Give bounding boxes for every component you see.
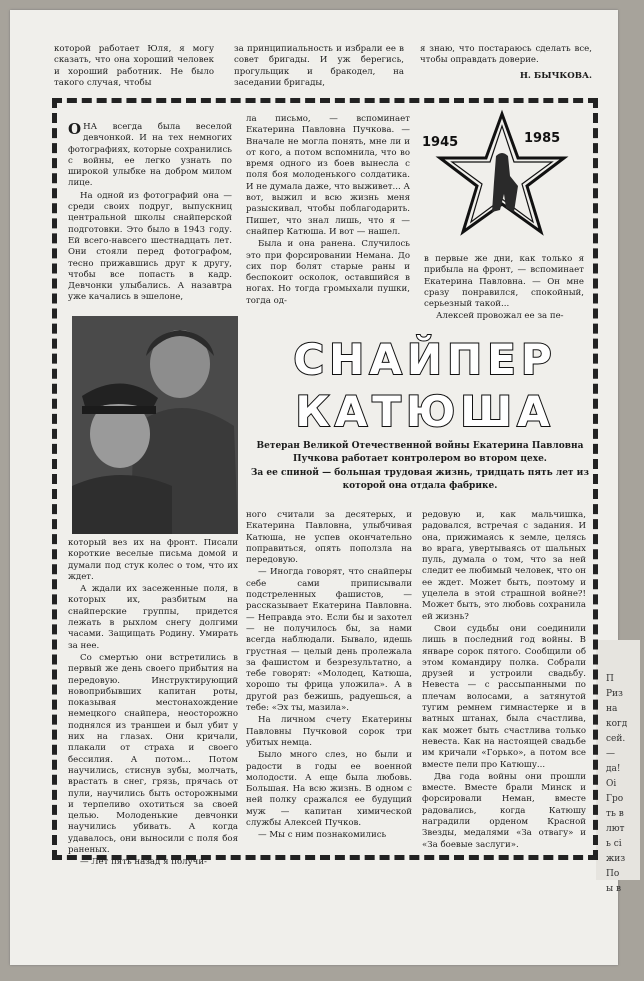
article-col2-bottom-p2: — Иногда говорят, что снайперы себе сами приписывали подстреленных фашистов, — рассказывает Екатерина Павловна. — Неправда это. Если бы и захотел — не получилось бы, за нами всегда наблюдали. Бывало, идешь грустная — целый день пролежала за фашистом и безрезультатно, а тебе говорят: «Молодец, Катюша, хорошо ты фрица уложила». А в другой раз бежишь, радуешься, а тебе: «Эх ты, мазила». [246,567,412,714]
article-col3-bottom-p1: редовую и, как мальчишка, радовался, встречая с задания. И она, прижимаясь к земле, целясь во врага, увертываясь от шальных пуль, думала о том, что за ней следит ее любимый человек, что он ее ждет. Может быть, поэтому и уцелела в этой страшной войне?! Может быть, это любовь сохранила ей жизнь? [422,510,586,622]
article-col3-bottom-p3: Два года войны они прошли вместе. Вместе брали Минск и форсировали Неман, вместе радовались, когда Катюшу наградили орденом Красной Звезды, медалями «За отвагу» и «За боевые заслуги». [422,771,586,850]
article-col3-top-p1: в первые же дни, как только я прибыла на фронт, — вспоминает Екатерина Павловна. — Он мне сразу понравился, спокойный, серьезный такой... [424,254,584,310]
victory-star-emblem [420,110,570,240]
drop-cap: О [68,120,82,138]
underlying-text-fragment: Риз [606,689,623,699]
article-title [262,334,588,438]
article-col2-top [246,114,410,322]
article-col1-top-p2: На одной из фотографий она — среди своих подруг, выпускниц центральной школы снайперской подготовки. Это было в 1943 году. Ей всего-навсего шестнадцать лет. Они стояли перед фотографом, тесно прижавшись друг к другу, чтобы все попасть в кадр. Девчонки улыбались. А назавтра уже качались в эшелоне, [68,190,232,303]
article-col2-bottom-p1: ного считали за десятерых, и Екатерина Павловна, улыбчивая Катюша, не успев окончательно поправиться, опять поползла на передовую. [246,510,412,566]
lede-p2: За ее спиной — большая трудовая жизнь, тридцать пять лет из которой она отдала фабрике. [250,468,590,491]
title-line-1: СНАЙПЕР [293,335,557,384]
two-soldiers-photo-illustration [72,316,238,534]
article-col2-top-p1: ла письмо, — вспоминает Екатерина Павловна Пучкова. — Вначале не могла понять, мне ли и от кого, а потом вспомнила, что во время одного из боев вынесла с поля боя молоденького солдатика. И не думала даже, что выживет... А вот, выжил и всю жизнь меня разыскивал, чтобы поблагодарить. Пишет, что знал лишь, что я — снайпер Катюша. И вот — нашел. [246,114,410,237]
article-col2-bottom-p5: — Мы с ним познакомились [258,830,387,841]
article-col1-top-p1: ОНА всегда была веселой девчонкой. И на тех немногих фотографиях, которые сохранились с войны, ее легко узнать по широкой улыбке на добром милом лице. [68,120,232,189]
underlying-text-fragment: лют [606,824,625,834]
prev-article-col2: за принципиальность и избрали ее в совет бригады. И уж берегись, прогульщик и бракодел, на заседании бригады, [234,44,404,88]
article-col3-top-p2: Алексей провожал ее за пе- [436,311,564,322]
underlying-text-fragment: ть в [606,809,624,819]
underlying-text-fragment: Гро [606,794,624,804]
underlying-page-text [606,672,640,897]
article-col3-bottom [422,510,586,852]
underlying-text-fragment: — [606,749,615,759]
article-lede [250,440,590,494]
underlying-text-fragment: на [606,704,618,714]
article-col2-top-p2: Была и она ранена. Случилось это при форсировании Немана. До сих пор болят старые раны и беспокоит осколок, оставшийся в ногах. Но тогда громыхали пушки, тогда од- [246,239,410,306]
underlying-text-fragment: когд [606,719,628,729]
article-col1-bottom-p3: Со смертью они встретились в первый же день своего прибытия на передовую. Инструктирующий новоприбывших капитан роты, показывая местонахождение немецкого снайпера, неосторожно поднялся из траншеи и был убит у них на глазах. Они кричали, плакали от страха и своего бессилия. А потом... Потом научились, стиснув зубы, молчать, врастать в снег, грязь, прячась от пули, научились быть осторожными и терпеливо охотиться за своей целью. Молоденькие девчонки научились убивать. А когда удавалось, они выносили с поля боя раненых. [68,652,238,856]
prev-article-col3-text: я знаю, что постараюсь сделать все, чтобы оправдать доверие. [420,44,592,66]
title-line-2: КАТЮША [295,387,555,436]
article-col1-bottom-p4: — Лет пять назад я получи- [80,857,207,868]
prev-article-col3 [420,44,592,96]
article-col2-bottom-p3: На личном счету Екатерины Павловны Пучковой сорок три убитых немца. [246,715,412,748]
article-col1-bottom-p2: А ждали их засеженные поля, в которых их, разбитым на снайперские группы, придется лежать в рыхлом снегу долгими часами. Защищать Родину. Умирать за нее. [68,584,238,651]
underlying-text-fragment: сей. [606,734,626,744]
article-col2-bottom-p4: Было много слез, но были и радости в годы ее военной молодости. А еще была любовь. Большая. На всю жизнь. В одном с ней полку сражался ее будущий муж — капитан химической службы Алексей Пучков. [246,750,412,829]
underlying-text-fragment: жиз [606,854,626,864]
underlying-text-fragment: По [606,869,620,879]
year-end: 1985 [524,131,561,146]
underlying-text-fragment: П [606,674,614,684]
prev-article-col1: которой работает Юля, я могу сказать, что она хороший человек и хороший работник. Не было такого случая, чтобы [54,44,214,88]
article-col1-top [68,122,232,312]
article-col3-top [424,254,584,322]
article-col2-bottom [246,510,412,852]
underlying-text-fragment: Оі [606,779,617,789]
prev-article-signature: Н. БЫЧКОВА. [519,70,592,81]
underlying-text-fragment: ь сі [606,839,622,849]
underlying-text-fragment: да! [606,764,621,774]
lede-p1: Ветеран Великой Отечественной войны Екатерина Павловна Пучкова работает контролером во втором цехе. [256,441,584,464]
underlying-text-fragment: ы в [606,884,622,894]
year-start: 1945 [422,135,459,150]
portrait-photo [72,316,238,534]
article-col1-bottom-p1: который вез их на фронт. Писали короткие веселые письма домой и думали под стук колес о том, что их ждет. [68,538,238,582]
article-col1-bottom [68,538,238,868]
article-col3-bottom-p2: Свои судьбы они соединили лишь в последний год войны. В январе сорок пятого. Сообщили об этом командиру полка. Собрали друзей и устроили свадьбу. Невеста — с рассыпанными по плечам волосами, а затянутой тугим ремнем гимнастерке и в ватных штанах, была счастлива, как может быть счастлива только невеста. Как на настоящей свадьбе им кричали «Горько», а потом все вместе пели про Катюшу... [422,623,586,770]
